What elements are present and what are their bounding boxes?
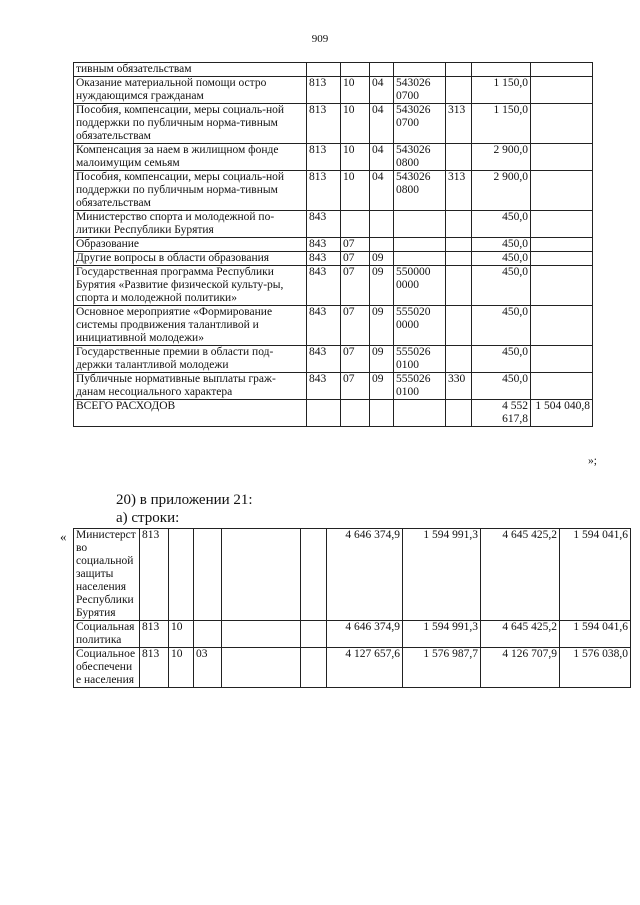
cell-ved: 843 bbox=[307, 238, 341, 252]
cell-sum1: 450,0 bbox=[472, 306, 531, 346]
cell-vr bbox=[446, 238, 472, 252]
cell-ved: 813 bbox=[307, 144, 341, 171]
cell-sum1: 2 900,0 bbox=[472, 171, 531, 211]
cell-vr: 313 bbox=[446, 171, 472, 211]
cell-vr bbox=[301, 529, 327, 621]
cell-ved: 813 bbox=[307, 77, 341, 104]
cell-name: Государственные премии в области под-держки талантливой молодежи bbox=[74, 346, 307, 373]
item-20: 20) в приложении 21: bbox=[116, 492, 253, 508]
cell-v4: 1 594 041,6 bbox=[560, 621, 631, 648]
cell-csr: 543026 0700 bbox=[394, 104, 446, 144]
cell-pr bbox=[370, 211, 394, 238]
cell-v1: 4 646 374,9 bbox=[327, 621, 403, 648]
table-row bbox=[74, 104, 593, 144]
cell-v3: 4 645 425,2 bbox=[481, 621, 560, 648]
cell-name: Оказание материальной помощи остро нуждающимся гражданам bbox=[74, 77, 307, 104]
expenses-table bbox=[73, 62, 593, 427]
table-row bbox=[74, 529, 631, 621]
table-row bbox=[74, 238, 593, 252]
cell-csr bbox=[394, 211, 446, 238]
cell-name: Образование bbox=[74, 238, 307, 252]
cell-v4: 1 594 041,6 bbox=[560, 529, 631, 621]
cell-name: Пособия, компенсации, меры социаль-ной поддержки по публичным норма-тивным обязательствам bbox=[74, 104, 307, 144]
cell-csr: 543026 0700 bbox=[394, 77, 446, 104]
cell-ved: 813 bbox=[140, 621, 169, 648]
page-number: 909 bbox=[311, 33, 329, 45]
cell-vr bbox=[446, 211, 472, 238]
cell-sum2 bbox=[531, 211, 593, 238]
cell-v1: 4 646 374,9 bbox=[327, 529, 403, 621]
cell-rz: 10 bbox=[341, 77, 370, 104]
cell-ved: 843 bbox=[307, 211, 341, 238]
cell-vr bbox=[446, 63, 472, 77]
cell-sum1: 4 552 617,8 bbox=[472, 400, 531, 427]
cell-pr: 04 bbox=[370, 77, 394, 104]
cell-ved: 813 bbox=[140, 529, 169, 621]
cell-vr: 313 bbox=[446, 104, 472, 144]
cell-sum2 bbox=[531, 171, 593, 211]
cell-name: Основное мероприятие «Формирование системы продвижения талантливой и инициативной молодежи» bbox=[74, 306, 307, 346]
cell-csr bbox=[394, 400, 446, 427]
cell-pr bbox=[370, 238, 394, 252]
cell-csr bbox=[394, 63, 446, 77]
cell-vr bbox=[301, 648, 327, 688]
cell-vr bbox=[301, 621, 327, 648]
cell-name: Другие вопросы в области образования bbox=[74, 252, 307, 266]
cell-rz: 07 bbox=[341, 306, 370, 346]
table-row bbox=[74, 77, 593, 104]
cell-csr bbox=[394, 252, 446, 266]
cell-pr: 04 bbox=[370, 104, 394, 144]
cell-csr: 543026 0800 bbox=[394, 144, 446, 171]
cell-pr: 03 bbox=[194, 648, 222, 688]
cell-sum1: 450,0 bbox=[472, 238, 531, 252]
closing-mark: »; bbox=[588, 455, 597, 467]
cell-v2: 1 576 987,7 bbox=[403, 648, 481, 688]
cell-sum2 bbox=[531, 238, 593, 252]
cell-ved bbox=[307, 63, 341, 77]
table-row bbox=[74, 63, 593, 77]
table-row bbox=[74, 621, 631, 648]
cell-pr: 09 bbox=[370, 373, 394, 400]
cell-v3: 4 126 707,9 bbox=[481, 648, 560, 688]
cell-name: Министерство социальной защиты населения Республики Бурятия bbox=[74, 529, 140, 621]
cell-rz: 10 bbox=[341, 171, 370, 211]
cell-sum2: 1 504 040,8 bbox=[531, 400, 593, 427]
cell-ved: 843 bbox=[307, 306, 341, 346]
cell-pr bbox=[370, 400, 394, 427]
cell-ved: 813 bbox=[140, 648, 169, 688]
table-row bbox=[74, 171, 593, 211]
cell-rz: 10 bbox=[169, 621, 194, 648]
cell-vr: 330 bbox=[446, 373, 472, 400]
cell-sum1: 450,0 bbox=[472, 346, 531, 373]
cell-v3: 4 645 425,2 bbox=[481, 529, 560, 621]
cell-csr: 555026 0100 bbox=[394, 373, 446, 400]
cell-pr bbox=[194, 529, 222, 621]
cell-ved: 813 bbox=[307, 171, 341, 211]
cell-csr bbox=[222, 648, 301, 688]
cell-sum2 bbox=[531, 63, 593, 77]
cell-pr bbox=[194, 621, 222, 648]
cell-sum1: 450,0 bbox=[472, 373, 531, 400]
cell-v2: 1 594 991,3 bbox=[403, 621, 481, 648]
cell-name: тивным обязательствам bbox=[74, 63, 307, 77]
cell-sum1: 450,0 bbox=[472, 266, 531, 306]
cell-rz bbox=[341, 63, 370, 77]
cell-sum2 bbox=[531, 252, 593, 266]
cell-sum2 bbox=[531, 144, 593, 171]
table-row bbox=[74, 252, 593, 266]
cell-name: Государственная программа Республики Бурятия «Развитие физической культу-ры, спорта и молодежной политики» bbox=[74, 266, 307, 306]
cell-pr: 09 bbox=[370, 252, 394, 266]
cell-csr: 550000 0000 bbox=[394, 266, 446, 306]
cell-rz bbox=[341, 400, 370, 427]
appendix21-table bbox=[73, 528, 631, 688]
cell-rz: 07 bbox=[341, 346, 370, 373]
cell-pr bbox=[370, 63, 394, 77]
cell-rz: 10 bbox=[341, 144, 370, 171]
cell-csr: 555026 0100 bbox=[394, 346, 446, 373]
cell-sum1: 1 150,0 bbox=[472, 77, 531, 104]
cell-ved bbox=[307, 400, 341, 427]
cell-sum1: 450,0 bbox=[472, 252, 531, 266]
cell-csr bbox=[394, 238, 446, 252]
cell-sum2 bbox=[531, 373, 593, 400]
subitem-a: а) строки: bbox=[116, 510, 180, 526]
cell-name: Публичные нормативные выплаты граж-данам несоциального характера bbox=[74, 373, 307, 400]
cell-csr: 555020 0000 bbox=[394, 306, 446, 346]
cell-sum1 bbox=[472, 63, 531, 77]
cell-name: ВСЕГО РАСХОДОВ bbox=[74, 400, 307, 427]
cell-ved: 843 bbox=[307, 252, 341, 266]
cell-csr bbox=[222, 529, 301, 621]
cell-rz bbox=[341, 211, 370, 238]
cell-vr bbox=[446, 306, 472, 346]
cell-sum2 bbox=[531, 346, 593, 373]
table-row bbox=[74, 400, 593, 427]
cell-name: Компенсация за наем в жилищном фонде малоимущим семьям bbox=[74, 144, 307, 171]
cell-rz: 07 bbox=[341, 252, 370, 266]
cell-csr: 543026 0800 bbox=[394, 171, 446, 211]
cell-sum1: 2 900,0 bbox=[472, 144, 531, 171]
cell-vr bbox=[446, 144, 472, 171]
cell-name: Социальное обеспечение населения bbox=[74, 648, 140, 688]
cell-v2: 1 594 991,3 bbox=[403, 529, 481, 621]
cell-name: Министерство спорта и молодежной по-литики Республики Бурятия bbox=[74, 211, 307, 238]
cell-sum2 bbox=[531, 77, 593, 104]
cell-sum1: 450,0 bbox=[472, 211, 531, 238]
cell-vr bbox=[446, 77, 472, 104]
opening-quote: « bbox=[60, 529, 67, 544]
cell-pr: 09 bbox=[370, 306, 394, 346]
cell-vr bbox=[446, 346, 472, 373]
cell-rz: 10 bbox=[169, 648, 194, 688]
cell-vr bbox=[446, 252, 472, 266]
cell-sum1: 1 150,0 bbox=[472, 104, 531, 144]
cell-vr bbox=[446, 266, 472, 306]
table-row bbox=[74, 648, 631, 688]
cell-sum2 bbox=[531, 306, 593, 346]
cell-rz: 10 bbox=[341, 104, 370, 144]
cell-sum2 bbox=[531, 104, 593, 144]
table-row bbox=[74, 144, 593, 171]
cell-ved: 843 bbox=[307, 346, 341, 373]
cell-sum2 bbox=[531, 266, 593, 306]
cell-name: Пособия, компенсации, меры социаль-ной поддержки по публичным норма-тивным обязательствам bbox=[74, 171, 307, 211]
cell-rz: 07 bbox=[341, 238, 370, 252]
table-row bbox=[74, 306, 593, 346]
cell-rz: 07 bbox=[341, 373, 370, 400]
cell-ved: 813 bbox=[307, 104, 341, 144]
cell-pr: 04 bbox=[370, 171, 394, 211]
table-row bbox=[74, 373, 593, 400]
cell-pr: 09 bbox=[370, 266, 394, 306]
table-row bbox=[74, 346, 593, 373]
cell-pr: 09 bbox=[370, 346, 394, 373]
cell-csr bbox=[222, 621, 301, 648]
cell-ved: 843 bbox=[307, 373, 341, 400]
table-row bbox=[74, 211, 593, 238]
cell-rz bbox=[169, 529, 194, 621]
cell-ved: 843 bbox=[307, 266, 341, 306]
cell-v1: 4 127 657,6 bbox=[327, 648, 403, 688]
table-row bbox=[74, 266, 593, 306]
cell-vr bbox=[446, 400, 472, 427]
cell-rz: 07 bbox=[341, 266, 370, 306]
cell-name: Социальная политика bbox=[74, 621, 140, 648]
cell-pr: 04 bbox=[370, 144, 394, 171]
cell-v4: 1 576 038,0 bbox=[560, 648, 631, 688]
